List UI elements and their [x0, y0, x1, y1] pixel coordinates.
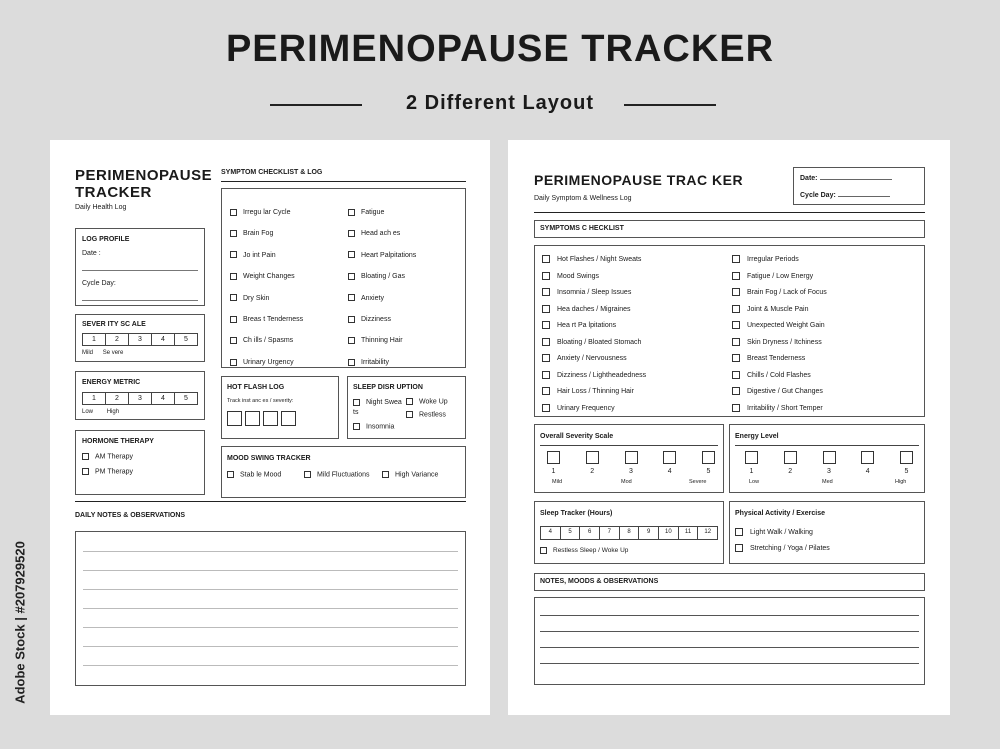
energy-3[interactable]: 3 [129, 393, 152, 404]
date-field[interactable] [82, 270, 198, 271]
severity-option[interactable]: 1 [547, 451, 560, 475]
energy-option[interactable]: 5 [900, 451, 913, 475]
checkbox[interactable] [542, 321, 550, 329]
energy-1[interactable]: 1 [83, 393, 106, 404]
symptom-col-1 [230, 202, 303, 373]
right-notes-heading-box [534, 573, 925, 591]
symptom-item[interactable]: Heart Palpitations [348, 245, 416, 266]
checkbox[interactable] [732, 288, 740, 296]
watermark: Adobe Stock | #207929520 [12, 541, 28, 704]
sleep-hour[interactable]: 4 [541, 527, 561, 539]
right-cycle-day[interactable]: Cycle Day: [800, 192, 890, 199]
left-title: PERIMENOPAUSE TRACKER [75, 167, 213, 201]
energy-option[interactable]: 3 [823, 451, 836, 475]
notes-box[interactable] [75, 531, 466, 686]
energy-5[interactable]: 5 [184, 395, 188, 402]
severity-option[interactable]: 5 [702, 451, 715, 475]
symptom-item[interactable]: Jo int Pain [230, 245, 303, 266]
note-line [540, 647, 919, 648]
cycle-day-field[interactable] [82, 300, 198, 301]
severity-label-mod: Mod [621, 479, 632, 485]
note-line [83, 589, 458, 590]
symptoms-heading-box [534, 220, 925, 238]
energy-label-high: High [895, 479, 907, 485]
severity-3[interactable]: 3 [129, 334, 152, 345]
overall-severity-box [534, 424, 724, 493]
symptom-col-2 [348, 202, 416, 373]
symptom-item[interactable]: Breas t Tenderness [230, 309, 303, 330]
checkbox[interactable] [542, 338, 550, 346]
activity-heading: Physical Activity / Exercise [735, 510, 826, 517]
severity-option[interactable]: 2 [586, 451, 599, 475]
checkbox[interactable] [406, 398, 413, 405]
note-line [83, 665, 458, 666]
sleep-night-sweats[interactable]: Night Swea ts [353, 399, 402, 416]
symptom-item[interactable]: Fatigue [348, 202, 416, 223]
energy-labels [82, 409, 119, 415]
energy-high-label: High [106, 409, 120, 415]
energy-level-rule [735, 445, 919, 446]
hot-flash-instance[interactable] [245, 411, 260, 426]
checkbox[interactable] [732, 338, 740, 346]
sleep-hour[interactable]: 11 [679, 527, 699, 539]
energy-level-box [729, 424, 925, 493]
severity-labels [82, 350, 123, 356]
checkbox[interactable] [735, 528, 743, 536]
checkbox[interactable] [82, 453, 89, 460]
checkbox[interactable] [82, 468, 89, 475]
symptom-item[interactable]: Weight Changes [230, 266, 303, 287]
checkbox[interactable] [542, 404, 550, 412]
symptom-item[interactable]: Hea rt Pa lpitations [542, 318, 646, 335]
left-page [50, 140, 490, 715]
energy-label-med: Med [822, 479, 833, 485]
checkbox[interactable] [540, 547, 547, 554]
energy-label-low: Low [749, 479, 760, 485]
symptom-item[interactable]: Urinary Urgency [230, 352, 303, 373]
symptom-item[interactable]: Dizziness [348, 309, 416, 330]
checkbox[interactable] [732, 354, 740, 362]
mood-high[interactable]: High Variance [382, 471, 438, 478]
severity-option[interactable]: 3 [625, 451, 638, 475]
energy-4[interactable]: 4 [152, 393, 175, 404]
subtitle-rule-right [624, 104, 716, 106]
note-line [540, 631, 919, 632]
symptom-item[interactable]: Brain Fog [230, 223, 303, 244]
checkbox[interactable] [732, 371, 740, 379]
checkbox[interactable] [732, 387, 740, 395]
mood-stable[interactable]: Stab le Mood [227, 471, 281, 478]
sleep-hour[interactable]: 12 [704, 529, 712, 535]
note-line [540, 663, 919, 664]
energy-low-label: Low [82, 409, 94, 415]
overall-severity-rule [540, 445, 718, 446]
symptom-item[interactable]: Skin Dryness / Itchiness [732, 335, 827, 352]
sleep-hour[interactable]: 9 [639, 527, 659, 539]
notes-heading: DAILY NOTES & OBSERVATIONS [75, 512, 186, 519]
overall-severity-heading: Overall Severity Scale [540, 433, 614, 440]
hormone-heading: HORMONE THERAPY [82, 438, 154, 445]
energy-2[interactable]: 2 [106, 393, 129, 404]
symptom-box [221, 188, 466, 368]
severity-scale[interactable] [82, 333, 198, 346]
symptom-item[interactable]: Dry Skin [230, 288, 303, 309]
note-line [83, 646, 458, 647]
sleep-tracker-heading: Sleep Tracker (Hours) [540, 510, 613, 517]
symptoms-heading: SYMPTOMS C HECKLIST [540, 225, 624, 232]
hot-flash-instance[interactable] [263, 411, 278, 426]
symptom-item[interactable]: Thinning Hair [348, 330, 416, 351]
main-title: PERIMENOPAUSE TRACKER [225, 28, 775, 70]
checkbox[interactable] [542, 387, 550, 395]
checkbox[interactable] [230, 273, 237, 280]
checkbox[interactable] [542, 255, 550, 263]
sleep-hour[interactable]: 10 [659, 527, 679, 539]
energy-options [745, 451, 913, 475]
log-profile-heading: LOG PROFILE [82, 236, 130, 243]
hot-flash-instance[interactable] [227, 411, 242, 426]
checkbox[interactable] [406, 411, 413, 418]
symptom-item[interactable]: Ch ills / Spasms [230, 330, 303, 351]
severity-5[interactable]: 5 [184, 336, 188, 343]
hot-flash-instance[interactable] [281, 411, 296, 426]
mood-mild[interactable]: Mild Fluctuations [304, 471, 370, 478]
log-profile-box [75, 228, 205, 306]
checkbox[interactable] [542, 305, 550, 313]
checkbox[interactable] [348, 209, 355, 216]
symptom-item[interactable]: Fatigue / Low Energy [732, 269, 827, 286]
checkbox[interactable] [735, 544, 743, 552]
mood-swing-heading: MOOD SWING TRACKER [227, 455, 311, 462]
sleep-tracker-box [534, 501, 724, 564]
symptom-item[interactable]: Hea daches / Migraines [542, 302, 646, 319]
sleep-woke-up[interactable]: Woke Up [406, 398, 448, 405]
checkbox[interactable] [348, 316, 355, 323]
checkbox[interactable] [353, 399, 360, 406]
checkbox[interactable] [230, 337, 237, 344]
sleep-hour[interactable]: 8 [620, 527, 640, 539]
severity-2[interactable]: 2 [106, 334, 129, 345]
checkbox[interactable] [732, 305, 740, 313]
right-date[interactable]: Date: [800, 175, 892, 182]
checkbox[interactable] [542, 272, 550, 280]
subtitle: 2 Different Layout [405, 92, 595, 114]
hot-flash-box [221, 376, 339, 439]
subtitle-rule-left [270, 104, 362, 106]
activity-box [729, 501, 925, 564]
subtitle-row [0, 92, 1000, 118]
severity-label-mild: Mild [552, 479, 563, 485]
severity-box [75, 314, 205, 362]
energy-option[interactable]: 1 [745, 451, 758, 475]
symptom-item[interactable]: Irritability [348, 352, 416, 373]
severity-high-label: Se vere [102, 350, 124, 356]
symptom-item[interactable]: Urinary Frequency [542, 401, 646, 418]
right-page [508, 140, 950, 715]
hot-flash-note: Track inst anc es / severity: [227, 398, 294, 404]
checkbox[interactable] [542, 288, 550, 296]
note-line [83, 608, 458, 609]
severity-heading: SEVER ITY SC ALE [82, 321, 146, 328]
symptom-item[interactable]: Mood Swings [542, 269, 646, 286]
hot-flash-boxes [227, 411, 296, 426]
energy-heading: ENERGY METRIC [82, 379, 141, 386]
left-subtitle: Daily Health Log [75, 204, 127, 211]
note-line [540, 615, 919, 616]
symptom-rule [221, 181, 466, 182]
sleep-restless[interactable]: Restless [406, 411, 446, 418]
restless-sleep-item[interactable]: Restless Sleep / Woke Up [540, 547, 628, 554]
symptom-item[interactable]: Chills / Cold Flashes [732, 368, 827, 385]
symptom-item[interactable]: Breast Tenderness [732, 351, 827, 368]
right-notes-heading: NOTES, MOODS & OBSERVATIONS [540, 578, 659, 585]
checkbox[interactable] [732, 272, 740, 280]
symptoms-col-1 [542, 252, 646, 417]
checkbox[interactable] [732, 404, 740, 412]
sleep-hours-scale[interactable] [540, 526, 718, 540]
symptom-item[interactable]: Head ach es [348, 223, 416, 244]
checkbox[interactable] [732, 255, 740, 263]
symptom-item[interactable]: Bloating / Bloated Stomach [542, 335, 646, 352]
symptom-item[interactable]: Hot Flashes / Night Sweats [542, 252, 646, 269]
checkbox[interactable] [304, 471, 311, 478]
cycle-day-label: Cycle Day: [82, 280, 116, 287]
checkbox[interactable] [348, 230, 355, 237]
checkbox[interactable] [230, 294, 237, 301]
severity-options [547, 451, 715, 475]
symptom-item[interactable]: Digestive / Gut Changes [732, 384, 827, 401]
symptom-item[interactable]: Bloating / Gas [348, 266, 416, 287]
date-box [793, 167, 925, 205]
notes-rule [75, 501, 466, 502]
energy-option[interactable]: 4 [861, 451, 874, 475]
symptoms-box [534, 245, 925, 417]
symptom-item[interactable]: Dizziness / Lightheadedness [542, 368, 646, 385]
hot-flash-heading: HOT FLASH LOG [227, 384, 285, 391]
mood-swing-box [221, 446, 466, 498]
activity-walk[interactable]: Light Walk / Walking [735, 528, 813, 536]
checkbox[interactable] [348, 273, 355, 280]
symptom-item[interactable]: Brain Fog / Lack of Focus [732, 285, 827, 302]
sleep-hour[interactable]: 6 [580, 527, 600, 539]
right-notes-box[interactable] [534, 597, 925, 685]
symptom-item[interactable]: Unexpected Weight Gain [732, 318, 827, 335]
note-line [83, 570, 458, 571]
severity-option[interactable]: 4 [663, 451, 676, 475]
sleep-hour[interactable]: 5 [561, 527, 581, 539]
symptom-item[interactable]: Irritability / Short Temper [732, 401, 827, 418]
symptom-item[interactable]: Insomnia / Sleep Issues [542, 285, 646, 302]
note-line [83, 551, 458, 552]
severity-1[interactable]: 1 [83, 334, 106, 345]
checkbox[interactable] [230, 230, 237, 237]
symptom-item[interactable]: Anxiety [348, 288, 416, 309]
checkbox[interactable] [348, 251, 355, 258]
checkbox[interactable] [353, 423, 360, 430]
sleep-disruption-box [347, 376, 466, 439]
energy-scale[interactable] [82, 392, 198, 405]
checkbox[interactable] [382, 471, 389, 478]
symptom-item[interactable]: Anxiety / Nervousness [542, 351, 646, 368]
checkbox[interactable] [230, 359, 237, 366]
sleep-hour[interactable]: 7 [600, 527, 620, 539]
checkbox[interactable] [542, 371, 550, 379]
sleep-disruption-heading: SLEEP DISR UPTION [353, 384, 423, 391]
checkbox[interactable] [348, 359, 355, 366]
hormone-item-pm[interactable]: PM Therapy [82, 468, 133, 475]
right-subtitle: Daily Symptom & Wellness Log [534, 195, 632, 202]
checkbox[interactable] [227, 471, 234, 478]
checkbox[interactable] [348, 337, 355, 344]
hormone-box [75, 430, 205, 495]
checkbox[interactable] [348, 294, 355, 301]
checkbox[interactable] [230, 316, 237, 323]
right-header-rule [534, 212, 925, 213]
checkbox[interactable] [230, 251, 237, 258]
symptom-item[interactable]: Joint & Muscle Pain [732, 302, 827, 319]
hormone-item-am[interactable]: AM Therapy [82, 453, 133, 460]
checkbox[interactable] [732, 321, 740, 329]
severity-label-severe: Severe [689, 479, 707, 485]
energy-box [75, 371, 205, 420]
symptom-item[interactable]: Irregular Periods [732, 252, 827, 269]
checkbox[interactable] [230, 209, 237, 216]
energy-option[interactable]: 2 [784, 451, 797, 475]
sleep-insomnia[interactable]: Insomnia [353, 423, 394, 430]
activity-stretch[interactable]: Stretching / Yoga / Pilates [735, 544, 830, 552]
symptom-item[interactable]: Hair Loss / Thinning Hair [542, 384, 646, 401]
symptom-item[interactable]: Irregu lar Cycle [230, 202, 303, 223]
right-title: PERIMENOPAUSE TRAC KER [534, 172, 744, 188]
severity-low-label: Mild [82, 350, 94, 356]
symptom-heading: SYMPTOM CHECKLIST & LOG [221, 169, 323, 176]
note-line [83, 627, 458, 628]
severity-4[interactable]: 4 [152, 334, 175, 345]
checkbox[interactable] [542, 354, 550, 362]
energy-level-heading: Energy Level [735, 433, 779, 440]
date-label: Date : [82, 250, 101, 257]
symptoms-col-2 [732, 252, 827, 417]
